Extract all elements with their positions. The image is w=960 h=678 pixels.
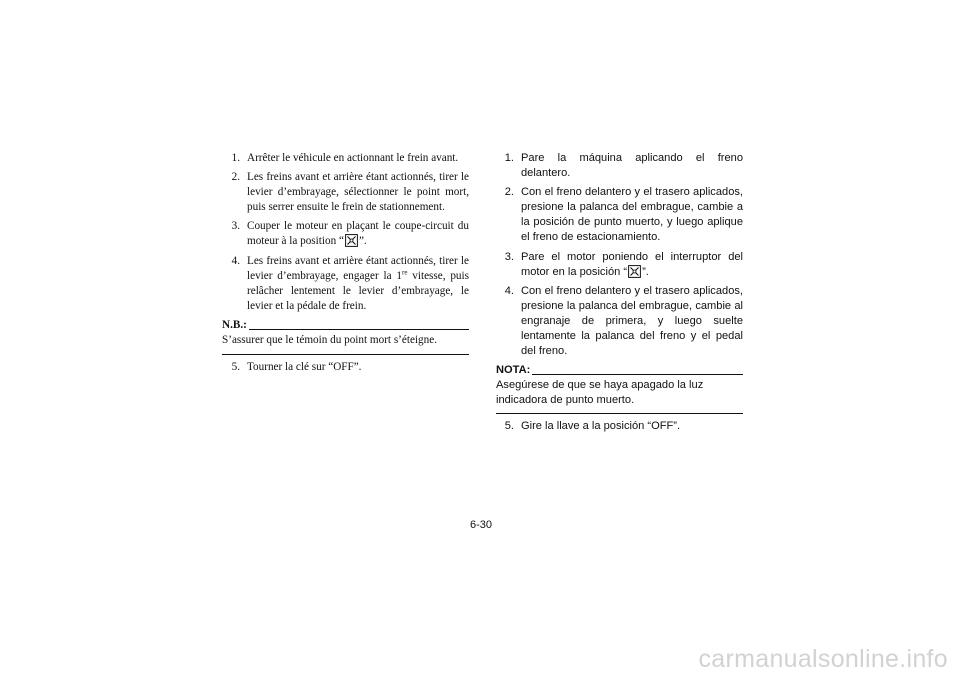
es-step-5 [496, 419, 743, 434]
es-note-header [496, 363, 743, 378]
es-step-3 [496, 250, 743, 280]
fr-step-1 [222, 151, 469, 166]
step-text-end: ”. [642, 265, 649, 278]
step-text: Tourner la clé sur “OFF”. [247, 361, 362, 374]
step-number: 5 . [222, 360, 240, 375]
step-text-end: vitesse, puis relâcher lentement le levier d’embrayage, le levier et la pédale de frein. [247, 269, 469, 312]
spanish-column [496, 151, 743, 438]
step-text: Les freins avant et arrière étant actionnés, tirer le levier d’embrayage, sélectionner le point mort, puis serrer ensuite le frein de stationnement. [247, 171, 469, 214]
watermark: carmanualsonline.info [698, 645, 948, 673]
note-rule [532, 374, 743, 375]
french-column [222, 151, 469, 379]
es-step-1 [496, 151, 743, 181]
engine-stop-off-icon [628, 265, 641, 278]
engine-stop-off-icon [345, 234, 358, 247]
fr-note-header [222, 318, 469, 333]
step-text: Gire la llave a la posición “OFF”. [521, 419, 681, 432]
step-number: 3 . [222, 219, 240, 234]
es-note-body: Asegúrese de que se haya apagado la luz indicadora de punto muerto. [496, 378, 743, 413]
step-text-end: ”. [358, 235, 367, 248]
step-number: 3 . [496, 250, 514, 265]
step-number: 2 . [496, 185, 514, 200]
step-number: 1 . [496, 151, 514, 166]
note-label: N.B.: [222, 318, 247, 331]
step-number: 2 . [222, 170, 240, 185]
step-text: Con el freno delantero y el trasero aplicados, presione la palanca del embrague, cambie a la posición de punto muerto, y luego aplique el freno de estacionamiento. [521, 186, 743, 244]
step-text: Con el freno delantero y el trasero aplicados, presione la palanca del embrague, cambie al engranaje de primera, y luego suelte lentamente la palanca del freno y el pedal del freno. [521, 284, 743, 358]
step-number: 1 . [222, 151, 240, 166]
note-label: NOTA: [496, 364, 531, 377]
step-number: 5 . [496, 419, 514, 434]
step-number: 4 . [222, 254, 240, 269]
es-step-2 [496, 185, 743, 245]
fr-step-4 [222, 254, 469, 314]
es-step-4 [496, 284, 743, 359]
step-number: 4 . [496, 284, 514, 299]
fr-step-3 [222, 219, 469, 249]
step-text: Arrêter le véhicule en actionnant le frein avant. [247, 152, 459, 164]
fr-step-2 [222, 170, 469, 215]
step-text: Pare la máquina aplicando el freno delantero. [521, 152, 743, 180]
page-number: 6-30 [470, 519, 493, 531]
fr-step-5 [222, 360, 469, 375]
ordinal-superscript: re [402, 267, 408, 276]
note-rule [249, 329, 469, 330]
step-text: Couper le moteur en plaçant le coupe-circuit du moteur à la position “ [247, 220, 469, 248]
fr-note-body: S’assurer que le témoin du point mort s’éteigne. [222, 333, 469, 355]
step-text: Les freins avant et arrière étant actionnés, tirer le levier d’embrayage, engager la 1 [247, 254, 469, 282]
step-text: Pare el motor poniendo el interruptor del motor en la posición “ [521, 250, 743, 278]
